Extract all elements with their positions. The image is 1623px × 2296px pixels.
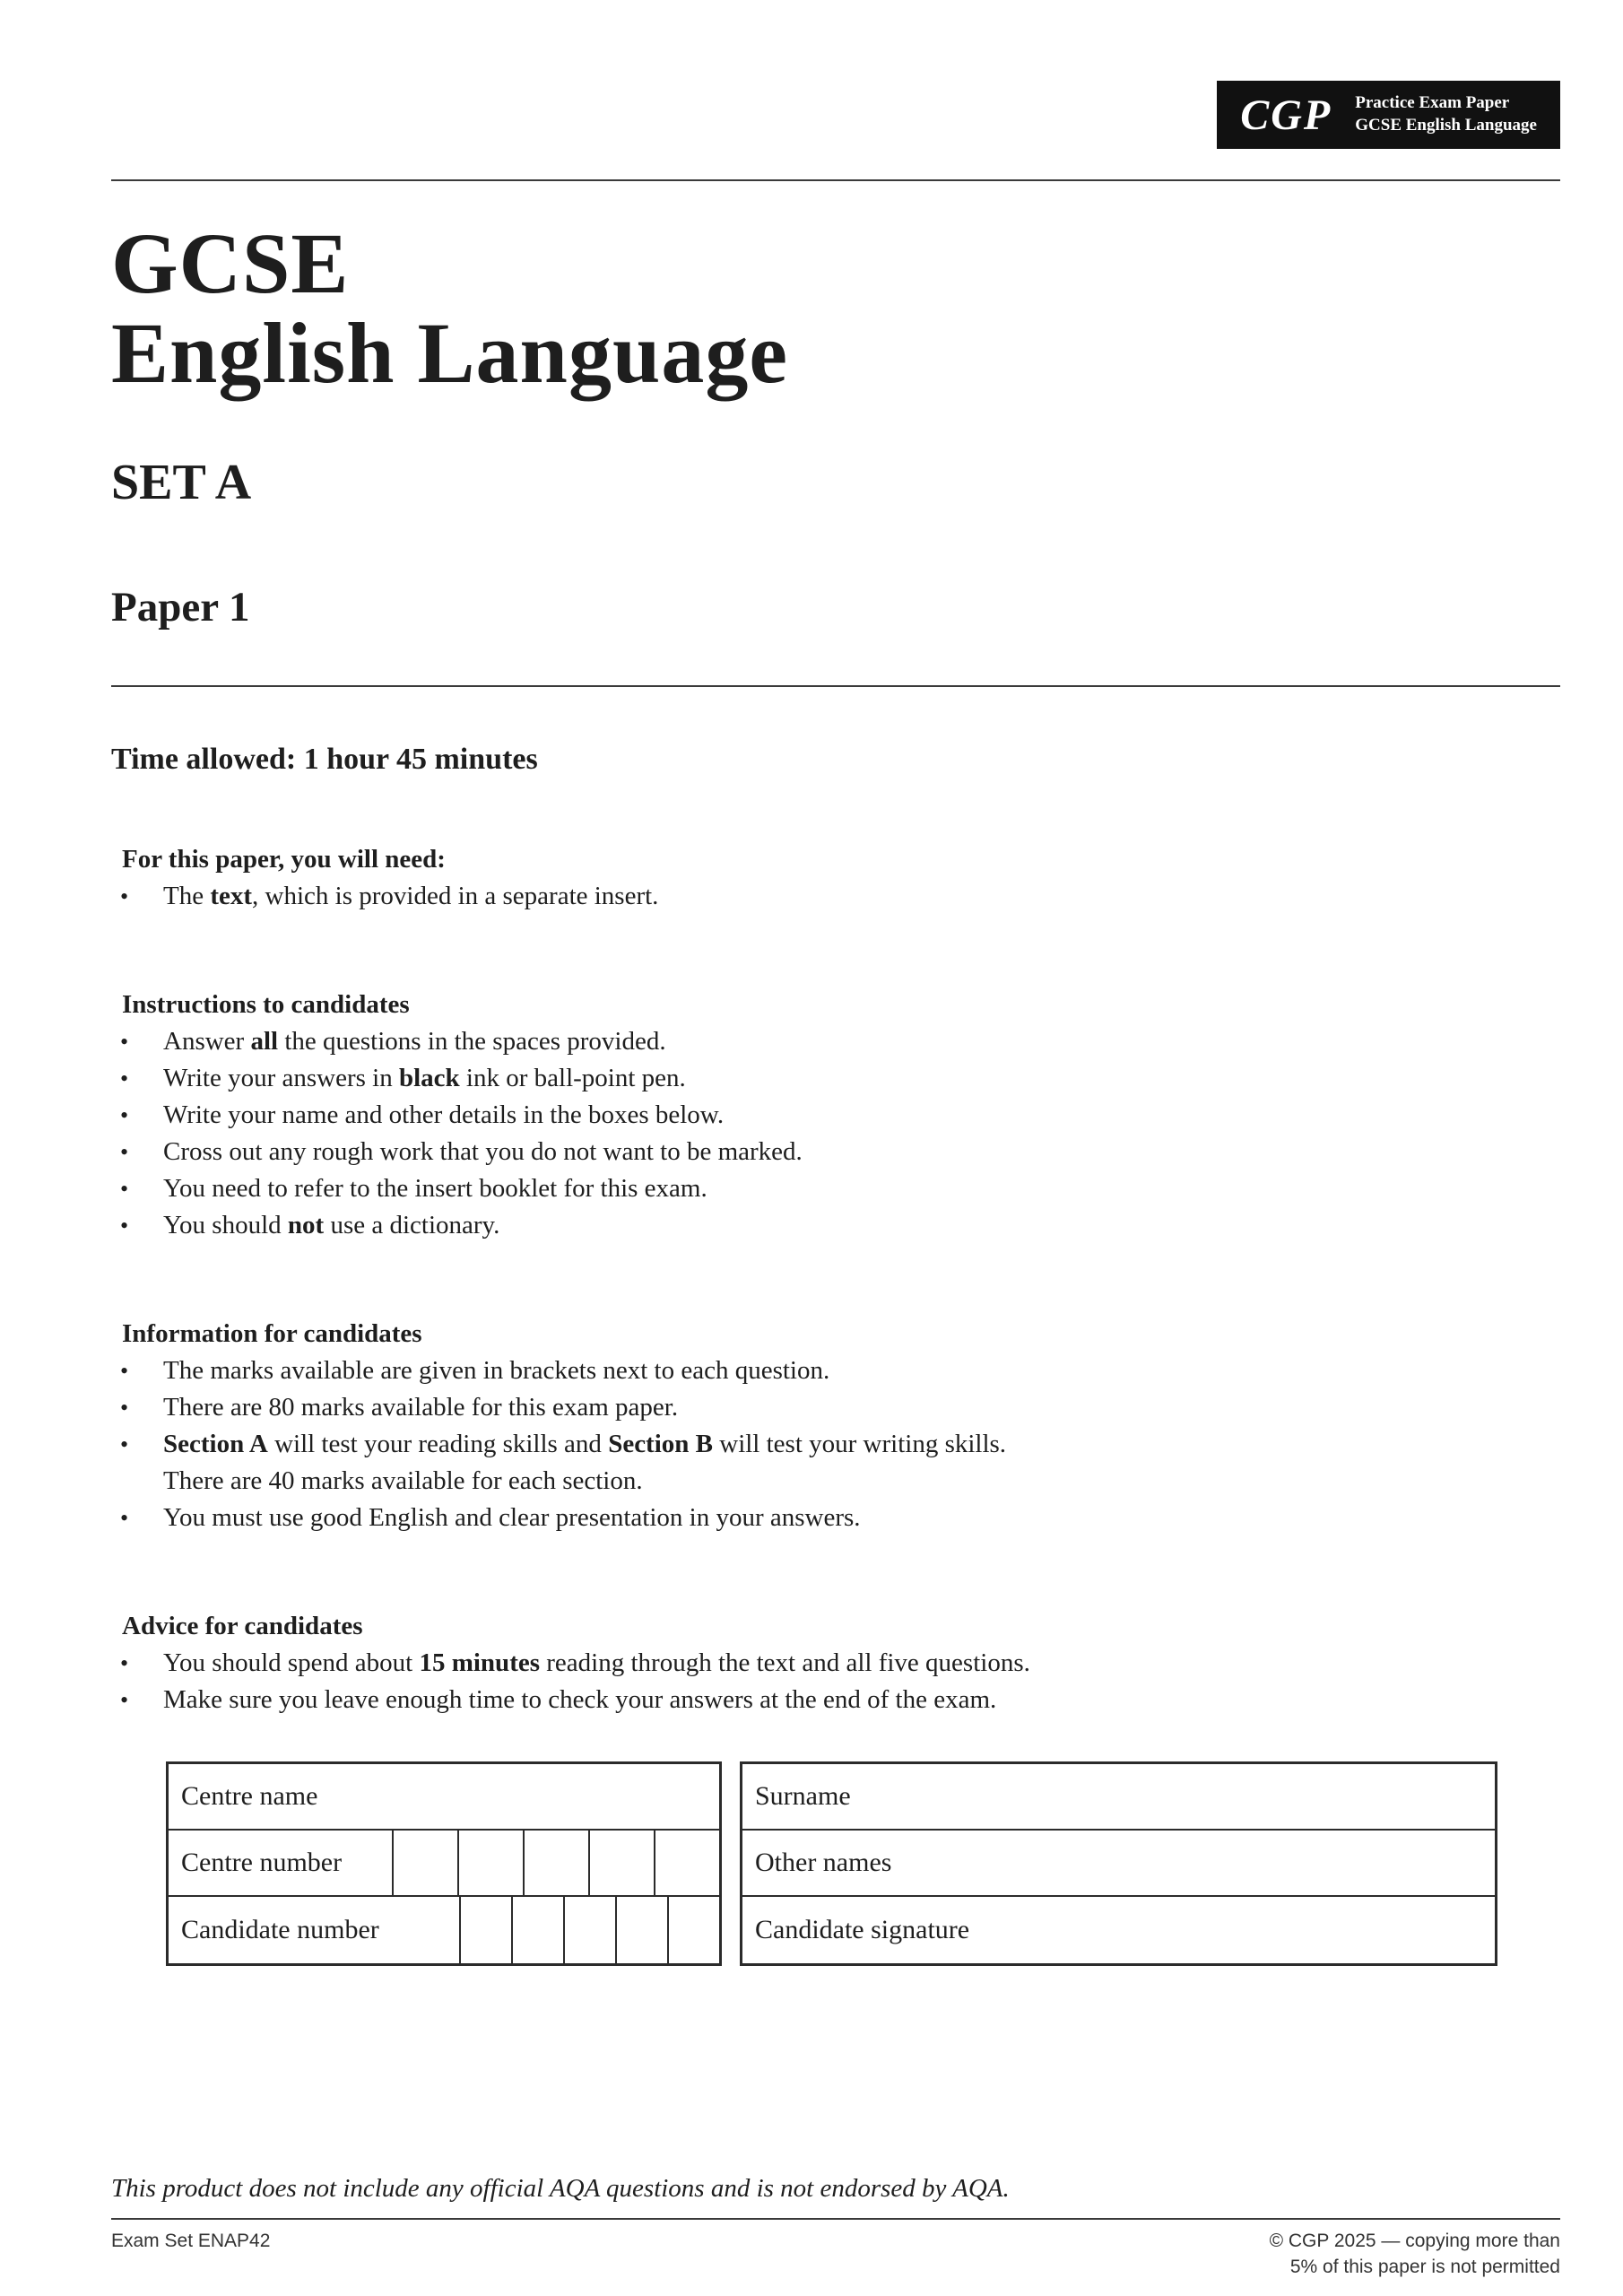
bullet-item — [111, 878, 1560, 915]
bullet-text: Cross out any rough work that you do not want to be marked. — [163, 1136, 803, 1166]
aqa-disclaimer: This product does not include any official AQA questions and is not endorsed by AQA. — [111, 2174, 1010, 2204]
copyright-line2: 5% of this paper is not permitted — [1289, 2256, 1560, 2277]
table-row — [742, 1764, 1495, 1831]
bullet-item — [111, 1134, 1560, 1170]
candidate-details-form — [166, 1761, 1560, 1966]
top-divider — [111, 179, 1560, 181]
bullet-icon: • — [120, 1065, 129, 1091]
section-title: Information for candidates — [122, 1318, 422, 1348]
bullet-text: Make sure you leave enough time to check your answers at the end of the exam. — [163, 1684, 997, 1714]
badge-line1: Practice Exam Paper — [1355, 93, 1510, 113]
copyright-notice — [1270, 2229, 1560, 2280]
section — [111, 1608, 1560, 1718]
bullet-icon: • — [120, 1175, 129, 1202]
section-title: Instructions to candidates — [122, 989, 410, 1019]
bullet-item — [111, 1207, 1560, 1244]
bullet-icon — [111, 1463, 163, 1500]
bullet-text: There are 40 marks available for each section. — [163, 1465, 643, 1495]
bullet-item — [111, 1097, 1560, 1134]
bullet-item — [111, 1023, 1560, 1060]
bullet-icon: • — [120, 1649, 129, 1676]
section — [111, 1316, 1560, 1536]
table-row — [169, 1897, 719, 1963]
table-row — [169, 1831, 719, 1897]
surname-label: Surname — [755, 1780, 851, 1811]
candidate-signature-label: Candidate signature — [755, 1914, 970, 1944]
bullet-icon: • — [120, 1357, 129, 1384]
bullet-text: There are 80 marks available for this exam paper. — [163, 1392, 679, 1422]
bullet-item — [111, 1352, 1560, 1389]
section-title: For this paper, you will need: — [122, 844, 446, 874]
table-row — [742, 1831, 1495, 1897]
bullet-icon: • — [120, 1504, 129, 1531]
header — [111, 0, 1560, 149]
other-names-label: Other names — [755, 1847, 892, 1877]
badge-text — [1355, 92, 1537, 136]
candidate-number-boxes — [459, 1897, 719, 1963]
bullet-text: Section A will test your reading skills and Section B will test your writing skills. — [163, 1429, 1007, 1458]
bullet-text: The text, which is provided in a separate insert. — [163, 881, 659, 910]
centre-name-label: Centre name — [181, 1780, 318, 1811]
bullet-icon: • — [120, 1686, 129, 1713]
centre-details-table — [166, 1761, 722, 1966]
cgp-badge — [1217, 81, 1560, 149]
paper-title-line2: English Language — [111, 304, 788, 401]
bullet-text: You should not use a dictionary. — [163, 1210, 500, 1239]
bullet-text: The marks available are given in brackets next to each question. — [163, 1355, 830, 1385]
bullet-item — [111, 1060, 1560, 1097]
paper-title-line1: GCSE — [111, 215, 350, 311]
bullet-item — [111, 1500, 1560, 1536]
footer-divider — [111, 2218, 1560, 2220]
number-entry-box — [615, 1897, 667, 1963]
candidate-number-label: Candidate number — [181, 1914, 379, 1944]
paper-title — [111, 215, 1560, 401]
bullet-text: You need to refer to the insert booklet for this exam. — [163, 1173, 707, 1203]
bullet-text: You must use good English and clear presentation in your answers. — [163, 1502, 861, 1532]
number-entry-box — [667, 1897, 719, 1963]
bullet-text: Write your name and other details in the boxes below. — [163, 1100, 725, 1129]
bullet-item — [111, 1426, 1560, 1463]
bullet-icon: • — [120, 883, 129, 909]
bullet-text: Answer all the questions in the spaces provided. — [163, 1026, 666, 1056]
title-divider — [111, 685, 1560, 687]
bullet-item — [111, 1645, 1560, 1682]
bullet-text: Write your answers in black ink or ball-point pen. — [163, 1063, 686, 1092]
candidate-name-table — [740, 1761, 1497, 1966]
number-entry-box — [511, 1897, 563, 1963]
number-entry-box — [523, 1831, 588, 1895]
bullet-item — [111, 1463, 1560, 1500]
copyright-line1: © CGP 2025 — copying more than — [1269, 2231, 1560, 2252]
cgp-logo: CGP — [1240, 91, 1332, 139]
bullet-icon: • — [120, 1212, 129, 1239]
set-label: SET A — [111, 454, 252, 510]
number-entry-box — [459, 1897, 511, 1963]
bullet-item — [111, 1682, 1560, 1718]
bullet-item — [111, 1170, 1560, 1207]
bullet-icon: • — [120, 1431, 129, 1457]
bullet-icon: • — [120, 1101, 129, 1128]
exam-set-code: Exam Set ENAP42 — [111, 2231, 271, 2252]
number-entry-box — [654, 1831, 719, 1895]
section-title: Advice for candidates — [122, 1611, 363, 1640]
number-entry-box — [588, 1831, 654, 1895]
centre-number-boxes — [392, 1831, 719, 1895]
bullet-icon: • — [120, 1138, 129, 1165]
table-row — [742, 1897, 1495, 1963]
bullet-text: You should spend about 15 minutes reading through the text and all five questions. — [163, 1648, 1030, 1677]
bullet-icon: • — [120, 1028, 129, 1055]
table-row — [169, 1764, 719, 1831]
badge-line2: GCSE English Language — [1355, 116, 1537, 135]
section — [111, 987, 1560, 1244]
page-footer — [111, 2174, 1560, 2280]
instruction-sections — [111, 841, 1560, 1718]
bullet-icon: • — [120, 1394, 129, 1421]
number-entry-box — [457, 1831, 523, 1895]
number-entry-box — [563, 1897, 615, 1963]
centre-number-label: Centre number — [181, 1847, 343, 1877]
time-allowed: Time allowed: 1 hour 45 minutes — [111, 742, 538, 776]
number-entry-box — [392, 1831, 457, 1895]
bullet-item — [111, 1389, 1560, 1426]
section — [111, 841, 1560, 915]
paper-number: Paper 1 — [111, 583, 250, 631]
